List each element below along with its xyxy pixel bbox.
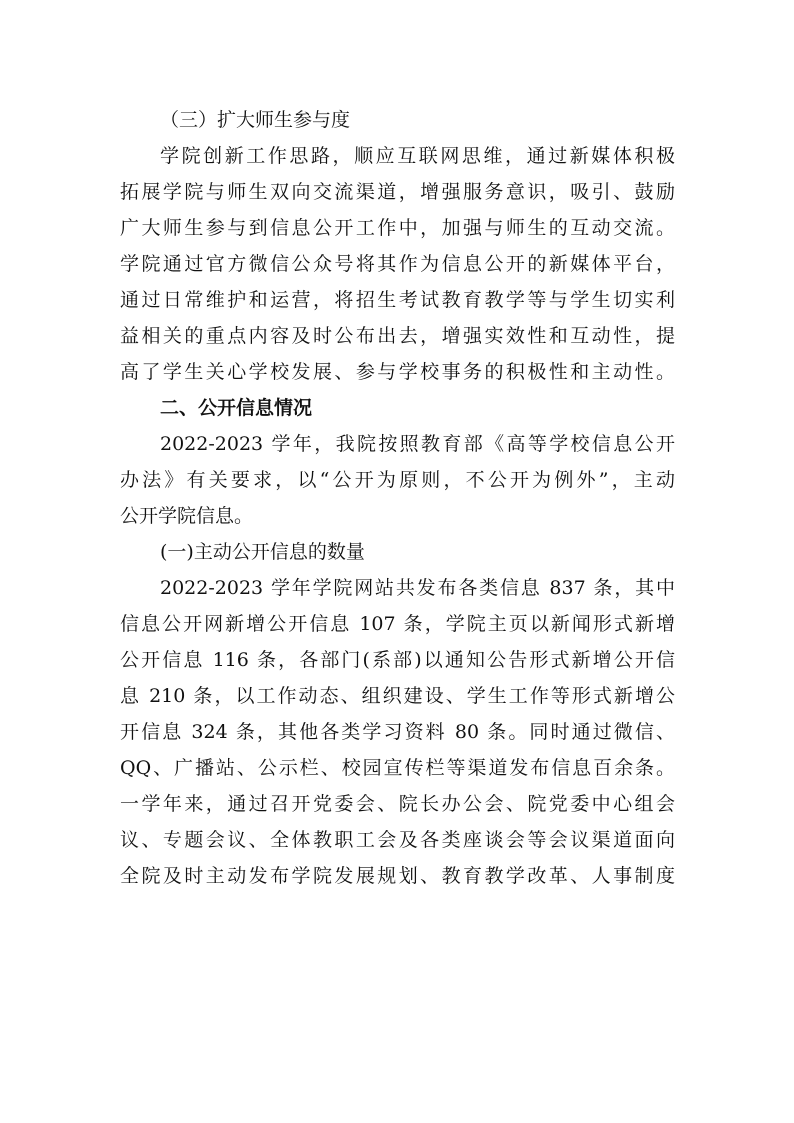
- paragraph-line: 2022-2023 学年，我院按照教育部《高等学校信息公开: [160, 433, 675, 455]
- paragraph-line: 高了学生关心学校发展、参与学校事务的积极性和主动性。: [120, 361, 675, 383]
- paragraph-line: 公开学院信息。: [120, 505, 254, 527]
- paragraph-line: 公开信息 116 条，各部门(系部)以通知公告形式新增公开信: [120, 649, 675, 671]
- paragraph-line: 学院创新工作思路，顺应互联网思维，通过新媒体积极: [160, 145, 675, 167]
- paragraph-line: 一学年来，通过召开党委会、院长办公会、院党委中心组会: [120, 793, 675, 815]
- paragraph-line: 拓展学院与师生双向交流渠道，增强服务意识，吸引、鼓励: [120, 181, 675, 203]
- paragraph-line: 益相关的重点内容及时公布出去，增强实效性和互动性，提: [120, 325, 675, 347]
- paragraph-line: 信息公开网新增公开信息 107 条，学院主页以新闻形式新增: [120, 613, 675, 635]
- document-page: [120, 102, 675, 894]
- paragraph-line: QQ、广播站、公示栏、校园宣传栏等渠道发布信息百余条。: [120, 757, 675, 779]
- paragraph-line: 广大师生参与到信息公开工作中，加强与师生的互动交流。: [120, 217, 675, 239]
- paragraph-line: 通过日常维护和运营，将招生考试教育教学等与学生切实利: [120, 289, 675, 311]
- paragraph-line: 全院及时主动发布学院发展规划、教育教学改革、人事制度: [120, 865, 675, 887]
- paragraph-line: 办法》有关要求，以“公开为原则，不公开为例外”，主动: [120, 469, 675, 491]
- paragraph-line: 息 210 条，以工作动态、组织建设、学生工作等形式新增公: [120, 685, 675, 707]
- paragraph-line: 开信息 324 条，其他各类学习资料 80 条。同时通过微信、: [120, 721, 675, 743]
- section-heading-expand-participation: （三）扩大师生参与度: [160, 109, 351, 131]
- paragraph-line: 2022-2023 学年学院网站共发布各类信息 837 条，其中: [160, 577, 675, 599]
- paragraph-line: 学院通过官方微信公众号将其作为信息公开的新媒体平台，: [120, 253, 675, 275]
- paragraph-line: 议、专题会议、全体教职工会及各类座谈会等会议渠道面向: [120, 829, 675, 851]
- section-heading-info-quantity: (一)主动公开信息的数量: [160, 541, 365, 563]
- section-heading-public-info: 二、公开信息情况: [160, 397, 313, 419]
